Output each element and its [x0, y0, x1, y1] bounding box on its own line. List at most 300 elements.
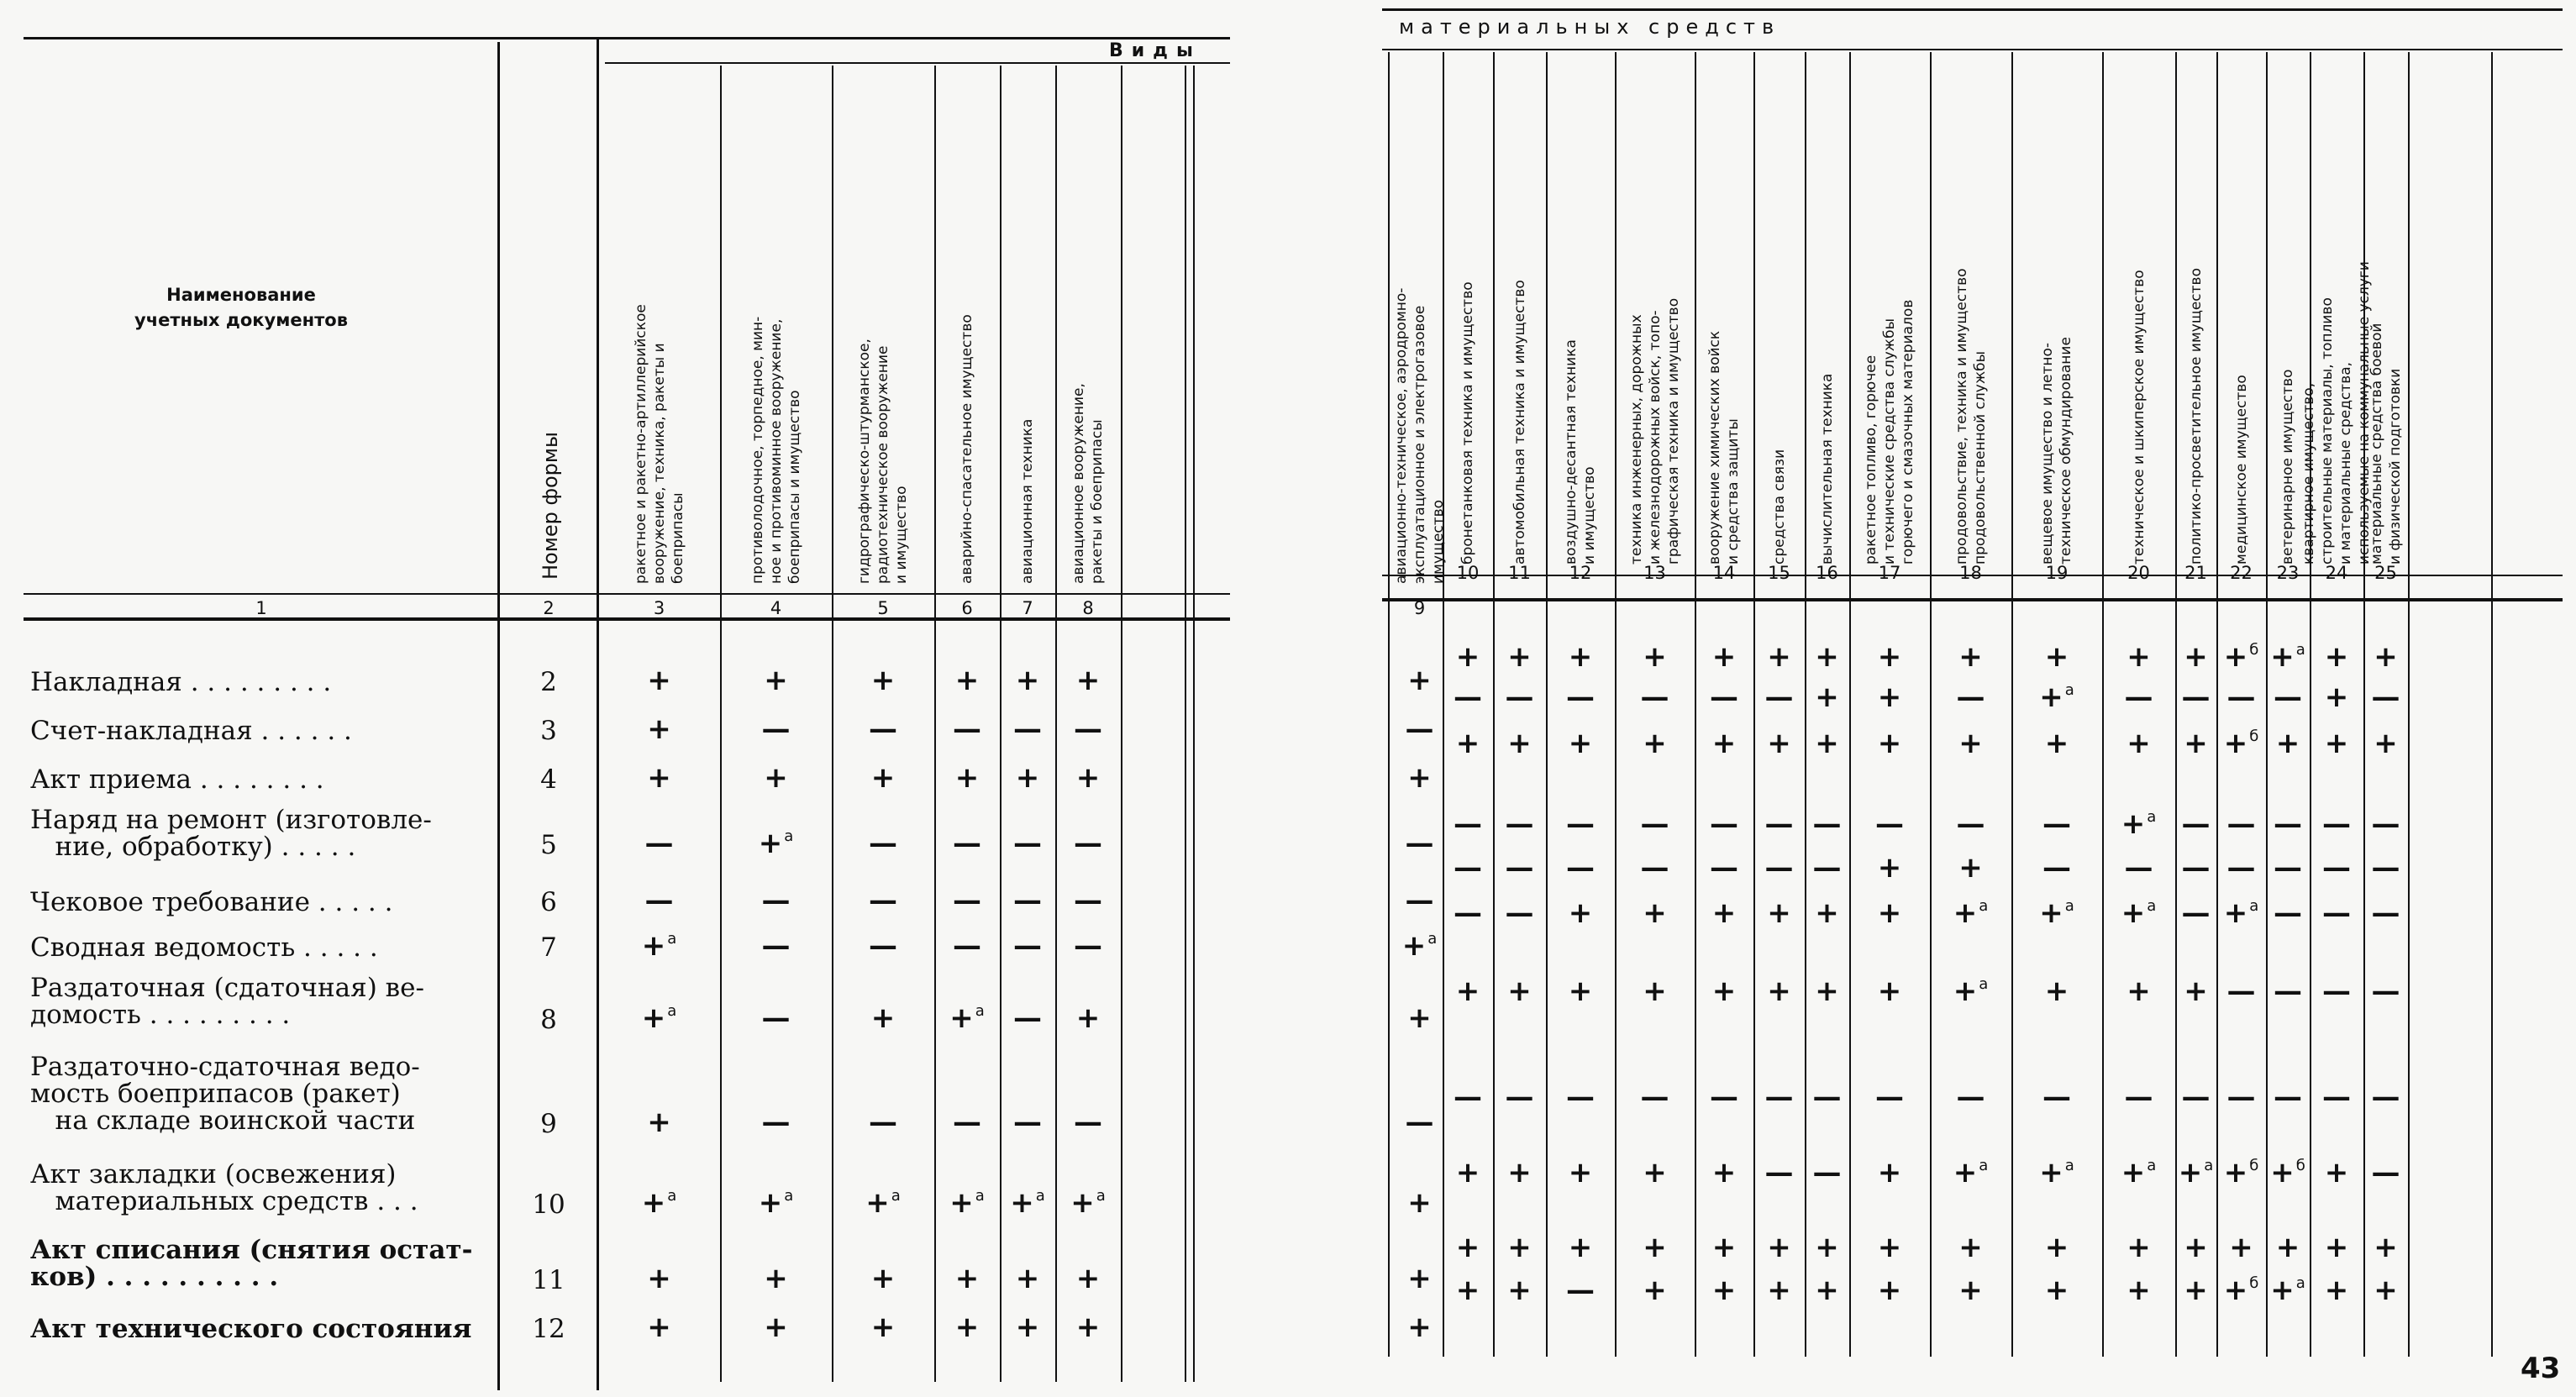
cell-right: +	[2324, 640, 2349, 674]
cell-right: +	[1958, 1274, 1983, 1307]
cell-left: —	[1074, 712, 1102, 746]
cell-right: —	[1710, 680, 1738, 714]
column-label-6: аварийно-спасательное имущество	[959, 314, 975, 584]
cell-left: —	[761, 884, 791, 917]
cell-right: —	[2042, 1080, 2071, 1114]
cell-left: + $^а$	[949, 1186, 985, 1220]
form-number-heading: Номер формы	[539, 432, 562, 580]
cell-right: —	[1710, 807, 1738, 841]
column-number-11: 11	[1508, 563, 1531, 583]
cell-right: + $^б$	[2270, 1156, 2305, 1190]
cell-left: +	[764, 1310, 788, 1344]
cell-left: +	[1407, 1262, 1432, 1295]
cell-right: +	[2184, 640, 2208, 674]
cell-left: + $^а$	[1010, 1186, 1045, 1220]
cell-right: —	[2322, 807, 2351, 841]
column-label-20: техническое и шкиперское имущество	[2130, 270, 2148, 565]
cell-right: +	[1815, 896, 1839, 930]
cell-left: —	[1013, 712, 1042, 746]
cell-left: —	[1405, 1106, 1434, 1139]
cell-right: —	[2274, 807, 2302, 841]
cell-left: —	[1405, 884, 1434, 917]
cell-left: —	[1074, 929, 1102, 963]
cell-left: —	[1013, 1106, 1042, 1139]
cell-right: +	[2324, 680, 2349, 714]
rule-right-col	[2266, 52, 2268, 1357]
cell-right: —	[1505, 680, 1534, 714]
cell-right: —	[1505, 851, 1534, 885]
cell-right: —	[1710, 851, 1738, 885]
row-name: Счет-накладная . . . . . .	[30, 716, 352, 746]
group-rule-left	[605, 62, 1230, 64]
rule-right-col	[1753, 52, 1755, 1357]
cell-right: + $^а$	[2121, 896, 2157, 930]
cell-right: +	[1711, 1274, 1737, 1307]
cell-right: +	[1958, 727, 1983, 760]
form-number: 12	[532, 1314, 565, 1344]
rule-right-col	[2491, 52, 2493, 1357]
cell-right: +	[1568, 727, 1593, 760]
cell-right: +	[2374, 1274, 2398, 1307]
row-name: Чековое требование . . . . .	[30, 887, 393, 917]
cell-right: —	[1956, 1080, 1985, 1114]
cell-right: +	[1958, 851, 1983, 885]
cell-right: —	[2371, 1080, 2400, 1114]
column-label-9: авиационно-техническое, аэродромно- эксплуатационное и электрогазовое имущество	[1392, 287, 1447, 584]
cell-left: +	[870, 761, 896, 795]
cell-right: +	[1455, 640, 1480, 674]
cell-right: +	[2044, 1274, 2069, 1307]
cell-left: +	[954, 761, 980, 795]
column-number-17: 17	[1878, 563, 1901, 583]
cell-left: —	[761, 1106, 791, 1139]
form-number: 7	[540, 932, 557, 963]
cell-left: —	[953, 929, 981, 963]
cell-right: +	[1455, 974, 1480, 1008]
column-number-2: 2	[543, 598, 555, 618]
cell-left: —	[1405, 712, 1434, 746]
column-label-15: средства связи	[1770, 449, 1788, 565]
cell-right: +	[2044, 974, 2069, 1008]
cell-right: +	[1958, 640, 1983, 674]
rule-left-col-edge	[1193, 66, 1195, 1382]
column-number-7: 7	[1022, 598, 1033, 618]
column-label-5: гидрографическо-штурманское, радиотехническое вооружение и имущество	[856, 339, 910, 584]
cell-right: +	[1568, 640, 1593, 674]
cell-right: +	[1877, 896, 1902, 930]
rule-right-col	[1493, 52, 1495, 1357]
cell-right: —	[1812, 807, 1842, 841]
cell-right: + $^а$	[1953, 896, 1989, 930]
column-number-6: 6	[961, 598, 973, 618]
cell-left: —	[761, 712, 791, 746]
rule-left-col	[1055, 66, 1057, 1382]
cell-right: —	[2226, 807, 2256, 841]
cell-left: +	[647, 1106, 671, 1139]
column-label-21: политико-просветительное имущество	[2187, 268, 2205, 565]
rule-left-col	[1121, 66, 1122, 1382]
column-number-5: 5	[877, 598, 889, 618]
cell-left: —	[953, 712, 981, 746]
cell-left: —	[953, 827, 981, 860]
cell-right: —	[1812, 1080, 1842, 1114]
cell-right: —	[1710, 1080, 1738, 1114]
cell-left: + $^а$	[1070, 1186, 1106, 1220]
cell-right: —	[1566, 1274, 1595, 1307]
cell-right: + $^б$	[2223, 727, 2259, 760]
cell-right: —	[2181, 680, 2211, 714]
cell-left: +	[1407, 761, 1432, 795]
row-name: Акт технического состояния	[30, 1314, 472, 1344]
cell-left: +	[647, 664, 671, 697]
cell-right: —	[1505, 896, 1534, 930]
cell-right: + $^а$	[1953, 1156, 1989, 1190]
form-number: 11	[532, 1265, 565, 1295]
cell-right: —	[2124, 1080, 2153, 1114]
cell-right: +	[2184, 974, 2208, 1008]
cell-right: —	[1640, 680, 1669, 714]
column-label-14: вооружение химических войск и средства защиты	[1706, 330, 1742, 565]
cell-right: +	[1643, 1274, 1667, 1307]
cell-right: +	[1767, 1274, 1791, 1307]
cell-left: +	[647, 761, 671, 795]
column-number-24: 24	[2325, 563, 2348, 583]
column-number-19: 19	[2045, 563, 2069, 583]
cell-right: +	[2184, 727, 2208, 760]
cell-left: —	[1405, 827, 1434, 860]
cell-right: —	[1454, 680, 1482, 714]
form-number: 9	[540, 1109, 557, 1139]
rule-right-col	[2102, 52, 2104, 1357]
cell-right: +	[2275, 727, 2300, 760]
row-name: Раздаточно-сдаточная ведо- мость боеприпасов (ракет) на складе воинской части	[30, 1052, 420, 1136]
rule-right-col	[2175, 52, 2177, 1357]
rule-right-col	[1443, 52, 1444, 1357]
rule-left-col	[934, 66, 936, 1382]
cell-left: +	[870, 1262, 896, 1295]
cell-right: +	[2324, 727, 2349, 760]
cell-right: +	[1767, 640, 1791, 674]
cell-left: +	[647, 1310, 671, 1344]
cell-right: —	[2322, 1080, 2351, 1114]
cell-right: —	[2274, 1080, 2302, 1114]
cell-right: + $^б$	[2223, 640, 2259, 674]
group-heading-left: Виды	[1109, 40, 1201, 61]
cell-right: +	[1643, 727, 1667, 760]
cell-left: +	[1407, 1186, 1432, 1220]
cell-left: +	[1075, 664, 1101, 697]
cell-right: —	[1640, 1080, 1669, 1114]
column-number-23: 23	[2276, 563, 2300, 583]
cell-right: +	[1711, 640, 1737, 674]
column-label-4: противолодочное, торпедное, мин- ное и противоминное вооружение, боеприпасы и имущество	[749, 316, 803, 584]
column-number-4: 4	[770, 598, 782, 618]
cell-right: —	[1875, 807, 1904, 841]
top-rule-right	[1382, 8, 2563, 11]
cell-right: +	[1455, 727, 1480, 760]
row-name: Акт списания (снятия остат- ков) . . . . . . . . . .	[30, 1235, 473, 1292]
row-name: Акт закладки (освежения) материальных средств . . .	[30, 1159, 418, 1216]
cell-left: + $^а$	[641, 929, 677, 963]
cell-right: +	[2229, 1231, 2253, 1264]
cell-right: +	[1877, 727, 1902, 760]
cell-right: +	[1711, 896, 1737, 930]
cell-right: +	[1958, 1231, 1983, 1264]
cell-right: +	[1568, 974, 1593, 1008]
column-label-11: автомобильная техника и имущество	[1511, 280, 1528, 565]
cell-right: —	[2322, 851, 2351, 885]
rule-right-col	[1546, 52, 1548, 1357]
name-column-heading: Наименование учетных документов	[134, 285, 349, 330]
cell-left: +	[954, 664, 980, 697]
column-label-8: авиационное вооружение, ракеты и боеприпасы	[1070, 383, 1106, 584]
column-label-22: медицинское имущество	[2232, 375, 2250, 565]
cell-left: +	[954, 1310, 980, 1344]
row-name: Сводная ведомость . . . . .	[30, 932, 378, 963]
rule-right-col	[1695, 52, 1696, 1357]
cell-right: +	[2184, 1274, 2208, 1307]
cell-right: +	[2275, 1231, 2300, 1264]
cell-right: —	[1812, 1156, 1842, 1190]
cell-right: —	[1875, 1080, 1904, 1114]
cell-right: —	[1640, 807, 1669, 841]
cell-left: —	[644, 827, 674, 860]
column-number-13: 13	[1643, 563, 1666, 583]
cell-left: +	[764, 761, 788, 795]
cell-right: —	[1505, 1080, 1534, 1114]
cell-left: —	[1074, 1106, 1102, 1139]
cell-right: —	[1764, 851, 1794, 885]
cell-right: +	[1643, 896, 1667, 930]
cell-right: +	[1877, 974, 1902, 1008]
form-number: 8	[540, 1005, 557, 1035]
column-number-8: 8	[1082, 598, 1094, 618]
cell-right: —	[2322, 896, 2351, 930]
cell-right: —	[2181, 807, 2211, 841]
cell-right: +	[2374, 727, 2398, 760]
cell-left: +	[1075, 761, 1101, 795]
column-number-25: 25	[2374, 563, 2397, 583]
form-number: 4	[540, 764, 557, 795]
rule-left-col1	[497, 42, 500, 1390]
form-number: 2	[540, 667, 557, 697]
row-name: Раздаточная (сдаточная) ве- домость . . . . . . . . .	[30, 973, 424, 1030]
cell-right: + $^а$	[2039, 680, 2074, 714]
cell-right: + $^а$	[2178, 1156, 2214, 1190]
cell-right: —	[2181, 1080, 2211, 1114]
rule-right-col	[2310, 52, 2311, 1357]
cell-right: +	[1507, 640, 1532, 674]
cell-left: —	[869, 1106, 897, 1139]
cell-right: +	[1507, 1231, 1532, 1264]
cell-right: +	[1711, 1231, 1737, 1264]
top-rule-left	[24, 37, 1230, 39]
cell-left: —	[761, 1001, 791, 1035]
cell-right: —	[1454, 1080, 1482, 1114]
cell-left: +	[1075, 1001, 1101, 1035]
cell-right: —	[2322, 974, 2351, 1008]
cell-right: +	[1877, 1231, 1902, 1264]
cell-right: +	[1815, 680, 1839, 714]
cell-right: + $^а$	[2223, 896, 2259, 930]
cell-right: +	[2127, 640, 2151, 674]
cell-left: —	[1074, 827, 1102, 860]
column-label-25: материальные средства боевой и физической подготовки	[2368, 323, 2404, 565]
cell-left: —	[1074, 884, 1102, 917]
column-label-3: ракетное и ракетно-артиллерийское вооружение, техника, ракеты и боеприпасы	[632, 304, 686, 584]
column-number-20: 20	[2127, 563, 2150, 583]
cell-left: +	[1075, 1310, 1101, 1344]
cell-left: + $^а$	[865, 1186, 901, 1220]
cell-right: —	[2124, 851, 2153, 885]
cell-right: —	[1566, 851, 1595, 885]
cell-right: +	[1877, 640, 1902, 674]
cell-right: —	[2371, 680, 2400, 714]
cell-left: +	[870, 1001, 896, 1035]
column-label-12: воздушно-десантная техника и имущество	[1563, 339, 1598, 565]
cell-left: —	[1013, 1001, 1042, 1035]
cell-right: —	[2181, 851, 2211, 885]
cell-right: —	[1764, 807, 1794, 841]
cell-right: +	[1507, 1156, 1532, 1190]
column-number-16: 16	[1816, 563, 1838, 583]
cell-right: —	[2371, 974, 2400, 1008]
cell-right: + $^а$	[2121, 1156, 2157, 1190]
cell-left: + $^а$	[758, 827, 794, 860]
cell-left: —	[869, 712, 897, 746]
cell-left: —	[953, 1106, 981, 1139]
cell-right: —	[1454, 807, 1482, 841]
column-label-10: бронетанковая техника и имущество	[1459, 281, 1476, 565]
cell-left: +	[1407, 664, 1432, 697]
cell-right: +	[2127, 1231, 2151, 1264]
cell-right: —	[2371, 807, 2400, 841]
rule-left-col	[1000, 66, 1001, 1382]
cell-right: —	[2226, 680, 2256, 714]
header-bottom-rule-left	[24, 593, 1230, 595]
column-number-18: 18	[1959, 563, 1982, 583]
cell-right: —	[1956, 807, 1985, 841]
cell-right: —	[2274, 896, 2302, 930]
cell-left: —	[1013, 929, 1042, 963]
cell-right: +	[2044, 640, 2069, 674]
row-name: Накладная . . . . . . . . .	[30, 667, 332, 697]
cell-right: +	[1877, 680, 1902, 714]
rule-right-col	[1805, 52, 1806, 1357]
cell-right: +	[1877, 1274, 1902, 1307]
rule-right-col	[2011, 52, 2013, 1357]
cell-right: —	[2124, 680, 2153, 714]
cell-right: —	[1454, 851, 1482, 885]
cell-right: —	[1640, 851, 1669, 885]
cell-right: —	[2371, 1156, 2400, 1190]
rule-right-col	[1849, 52, 1851, 1357]
cell-right: —	[2226, 1080, 2256, 1114]
form-number: 6	[540, 887, 557, 917]
cell-left: +	[870, 664, 896, 697]
cell-right: + $^а$	[2270, 1274, 2305, 1307]
cell-right: +	[2184, 1231, 2208, 1264]
form-number: 3	[540, 716, 557, 746]
cell-right: —	[1454, 896, 1482, 930]
cell-right: +	[2374, 1231, 2398, 1264]
column-number-1: 1	[255, 598, 267, 618]
cell-left: —	[1013, 827, 1042, 860]
cell-right: —	[1566, 680, 1595, 714]
cell-left: +	[1407, 1001, 1432, 1035]
rule-right-col	[2216, 52, 2218, 1357]
column-number-22: 22	[2230, 563, 2253, 583]
cell-right: +	[1455, 1231, 1480, 1264]
cell-right: —	[2181, 896, 2211, 930]
cell-left: +	[647, 712, 671, 746]
row-name: Акт приема . . . . . . . .	[30, 764, 324, 795]
cell-right: +	[1568, 1231, 1593, 1264]
cell-right: +	[1507, 727, 1532, 760]
cell-right: —	[2226, 974, 2256, 1008]
cell-right: + $^а$	[2270, 640, 2305, 674]
column-number-15: 15	[1768, 563, 1790, 583]
form-number: 10	[532, 1190, 565, 1220]
cell-right: +	[1711, 727, 1737, 760]
cell-right: +	[2324, 1274, 2349, 1307]
cell-right: +	[2044, 727, 2069, 760]
cell-right: —	[1566, 1080, 1595, 1114]
column-label-17: ракетное топливо, горючее и технические средства службы горючего и смазочных материалов	[1863, 299, 1916, 565]
column-label-19: вещевое имущество и летно- техническое обмундирование	[2039, 337, 2074, 565]
rule-right-col-edge	[1388, 52, 1390, 1357]
cell-right: —	[1812, 851, 1842, 885]
cell-right: +	[1643, 1156, 1667, 1190]
numbers-bottom-rule-left	[24, 617, 1230, 621]
cell-left: +	[764, 664, 788, 697]
cell-left: —	[869, 929, 897, 963]
cell-left: + $^а$	[641, 1001, 677, 1035]
column-label-23: ветеринарное имущество	[2279, 369, 2296, 565]
cell-right: —	[2042, 807, 2071, 841]
cell-right: +	[1455, 1156, 1480, 1190]
cell-left: +	[1015, 1262, 1040, 1295]
cell-right: +	[1767, 1231, 1791, 1264]
cell-right: —	[1956, 680, 1985, 714]
cell-left: —	[869, 827, 897, 860]
cell-right: +	[1767, 974, 1791, 1008]
page-number: 43	[2521, 1352, 2561, 1385]
group-rule-right	[1382, 49, 2563, 50]
cell-right: +	[1815, 1274, 1839, 1307]
cell-right: —	[2371, 896, 2400, 930]
column-number-21: 21	[2184, 563, 2207, 583]
cell-right: +	[2324, 1156, 2349, 1190]
cell-right: —	[1764, 680, 1794, 714]
cell-right: +	[1568, 896, 1593, 930]
cell-right: +	[1815, 974, 1839, 1008]
cell-left: + $^а$	[1401, 929, 1438, 963]
cell-right: +	[1507, 974, 1532, 1008]
cell-right: +	[1877, 1156, 1902, 1190]
cell-right: +	[2127, 974, 2151, 1008]
rule-left-col	[1185, 66, 1186, 1382]
column-number-9: 9	[1413, 598, 1426, 618]
cell-left: +	[1015, 664, 1040, 697]
cell-right: —	[1566, 807, 1595, 841]
cell-right: +	[1643, 640, 1667, 674]
cell-left: —	[953, 884, 981, 917]
cell-left: —	[869, 884, 897, 917]
cell-left: +	[1015, 761, 1040, 795]
group-heading-right: материальных средств	[1399, 15, 1781, 39]
cell-right: +	[1643, 974, 1667, 1008]
